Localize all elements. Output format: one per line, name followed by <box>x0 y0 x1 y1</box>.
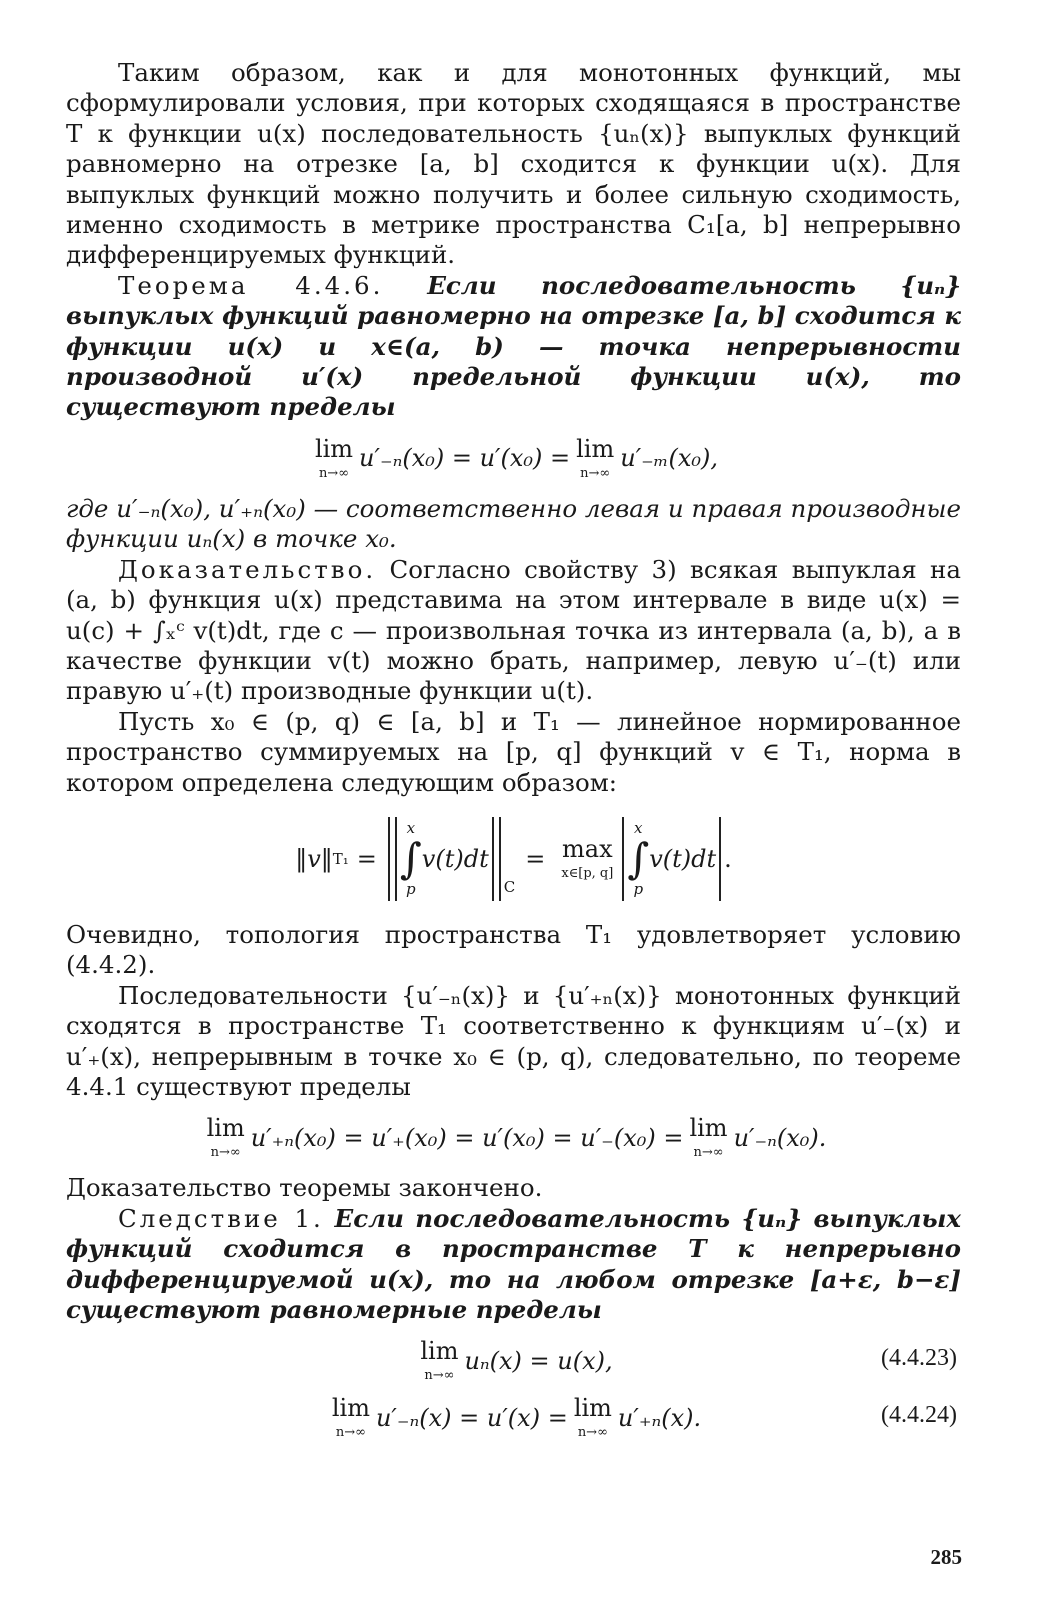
integrand-2: v(t)dt <box>649 844 717 873</box>
equation-number-4-4-24: (4.4.24) <box>881 1402 957 1429</box>
lim-5-left: lim n→∞ <box>331 1394 370 1441</box>
formula1-right: u′₋ₘ(x₀), <box>620 444 719 473</box>
formula-4-4-24 <box>66 1396 961 1439</box>
formula1-left: u′₋ₙ(x₀) = u′(x₀) = <box>359 444 571 473</box>
max-op: max x∈[p, q] <box>561 835 614 882</box>
theorem-label: Теорема 4.4.6. <box>118 270 384 300</box>
corollary-text: Если последовательность {uₙ} выпуклых функций сходится в пространстве T к непрерывно дифференцируемой u(x), то на любом отрезке [a+ε, b−ε] существуют равномерные пределы <box>66 1203 961 1324</box>
page-content <box>66 58 961 1453</box>
norm-eq-2: = <box>525 844 546 873</box>
theorem-4-4-6 <box>66 271 961 423</box>
paragraph-sequences: Последовательности {u′₋ₙ(x)} и {u′₊ₙ(x)} монотонных функций сходятся в пространстве T₁ соответственно к функциям u′₋(x) и u′₊(x), непрерывным в точке x₀ ∈ (p, q), следовательно, по теореме 4.4.1 существуют пределы <box>66 980 961 1101</box>
formula-4-4-23 <box>66 1339 961 1382</box>
equation-number-4-4-23: (4.4.23) <box>881 1345 957 1372</box>
proof <box>66 555 961 707</box>
formula4: uₙ(x) = u(x), <box>464 1346 613 1375</box>
lim-4: lim n→∞ <box>420 1337 459 1384</box>
paragraph-intro: Таким образом, как и для монотонных функций, мы сформулировали условия, при которых сходящаяся в пространстве T к функции u(x) последовательность {uₙ(x)} выпуклых функций равномерно на отрезке [a, b] сходится к функции u(x). Для выпуклых функций можно получить и более сильную сходимость, именно сходимость в метрике пространства C₁[a, b] непрерывно дифференцируемых функций. <box>66 58 961 270</box>
lim-5-right: lim n→∞ <box>573 1394 612 1441</box>
page-number: 285 <box>930 1545 962 1569</box>
formula-limits-1 <box>66 434 961 481</box>
formula3-mid: u′₊ₙ(x₀) = u′₊(x₀) = u′(x₀) = u′₋(x₀) = <box>250 1123 684 1152</box>
theorem-text: Если последовательность {uₙ} выпуклых функций равномерно на отрезке [a, b] сходится к функции u(x) и x∈(a, b) — точка непрерывности производной u′(x) предельной функции u(x), то существуют пределы <box>66 270 961 422</box>
norm-left: ‖v‖ <box>295 844 333 873</box>
proof-end: Доказательство теоремы закончено. <box>66 1173 543 1203</box>
where-clause: где u′₋ₙ(x₀), u′₊ₙ(x₀) — соответственно левая и правая производные функции uₙ(x) в точке x₀. <box>66 493 961 554</box>
formula5-right: u′₊ₙ(x). <box>617 1403 702 1432</box>
abs-bar-right <box>719 817 721 901</box>
integral-2: x ∫ p <box>627 818 650 898</box>
lim-right: lim n→∞ <box>576 434 615 481</box>
lim-left-2: lim n→∞ <box>206 1114 245 1161</box>
formula-norm: ‖v‖ T₁ = x ∫ p v(t)dt $_C$ = max x∈[p, q] x ∫ p v(t)dt . <box>66 804 961 914</box>
formula5-left: u′₋ₙ(x) = u′(x) = <box>375 1403 568 1432</box>
integral-1: x ∫ p <box>399 818 422 898</box>
lim-right-2: lim n→∞ <box>689 1114 728 1161</box>
norm-eq: = <box>356 844 377 873</box>
paragraph-let: Пусть x₀ ∈ (p, q) ∈ [a, b] и T₁ — линейное нормированное пространство суммируемых на [p, q] функций v ∈ T₁, норма в котором определена следующим образом: <box>66 706 961 797</box>
norm-bar-left <box>388 817 397 901</box>
norm-sub: T₁ <box>332 849 349 868</box>
formula-limits-2 <box>66 1116 961 1159</box>
paragraph-topology: Очевидно, топология пространства T₁ удовлетворяет условию (4.4.2). <box>66 919 961 980</box>
norm-bar-right <box>492 817 501 901</box>
norm-c: C <box>503 877 516 896</box>
abs-bar-left <box>622 817 624 901</box>
proof-label: Доказательство. <box>118 554 377 584</box>
lim-left: lim n→∞ <box>314 434 354 481</box>
integrand-1: v(t)dt <box>421 844 489 873</box>
proof-text: Согласно свойству 3) всякая выпуклая на (a, b) функция u(x) представима на этом интервале в виде u(x) = u(c) + ∫ₓᶜ v(t)dt, где c — произвольная точка из интервала (a, b), а в качестве функции v(t) можно брать, например, левую u′₋(t) или правую u′₊(t) производные функции u(t). <box>66 554 961 706</box>
corollary-1 <box>66 1204 961 1326</box>
corollary-label: Следствие 1. <box>118 1203 324 1233</box>
formula3-right: u′₋ₙ(x₀). <box>733 1123 827 1152</box>
